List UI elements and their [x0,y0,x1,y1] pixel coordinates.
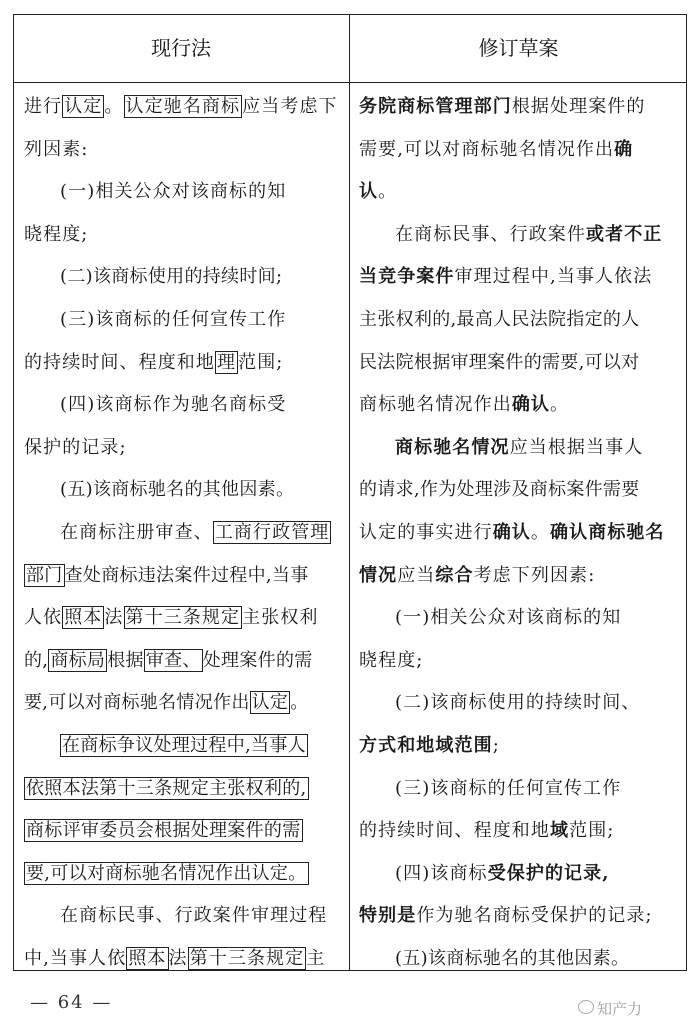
revised-draft-column [359,86,679,980]
text-line: (四)该商标作为驰名商标受 [60,394,287,416]
boxed-deletion: 工商行政管理 [214,521,330,543]
boxed-deletion: 审查、 [145,649,201,671]
text-line [24,853,344,896]
text-line: 部门 查处商标违法案件过程中,当事 [26,564,309,586]
text-line [24,725,344,768]
bold-addition: 方式和地域范围 [359,734,493,756]
header-revised-draft: 修订草案 [478,36,559,60]
text-line: (二)该商标使用的持续时间; [60,266,283,288]
text-line: 要,可以对商标驰名情况作出 认定 。 [24,692,309,714]
bold-addition: 特别是 [359,905,417,927]
text-line: (五)该商标驰名的其他因素。 [395,947,630,969]
text-line: 主张权利的,最高人民法院指定的人 [359,308,640,330]
text-line: (一)相关公众对该商标的知 [60,181,287,203]
weibo-logo-icon [578,1000,594,1014]
text-line: 当竞争案件审理过程中,当事人依法 [359,266,653,288]
watermark: 知产力 [597,1000,643,1018]
text-line: 人依 照本 法 第十三条规定 主张权利 [24,607,319,629]
text-line: 商标驰名情况作出确认。 [359,394,570,416]
header-divider [13,82,687,83]
column-divider [349,14,350,971]
bold-addition: 确认 [492,521,531,543]
text-line: 晓程度; [359,649,424,671]
text-line: (三)该商标的任何宣传工作 [395,777,622,799]
bold-addition: 情况 [359,564,398,586]
bold-addition: 确 [614,138,634,160]
text-line: (一)相关公众对该商标的知 [395,607,622,629]
text-line: 列因素: [24,138,89,160]
boxed-deletion: 照本 [128,947,167,969]
bold-addition: 受保护的记录, [487,862,610,884]
bold-addition: 确认 [511,394,551,416]
text-line: 在商标注册审查、 工商行政管理 [60,521,330,543]
bold-addition: 域 [550,820,570,842]
bold-addition: 认 [359,181,379,203]
header-current-law: 现行法 [151,36,211,60]
text-line: 商标驰名情况应当根据当事人 [395,436,644,458]
boxed-deletion: 第十三条规定 [189,947,305,969]
text-line: (三)该商标的任何宣传工作 [60,308,287,330]
text-line: 晓程度; [24,223,89,245]
boxed-deletion: 认定 [251,692,289,714]
text-line: 认。 [359,181,398,203]
bold-addition: 当竞争案件 [359,266,455,288]
boxed-deletion: 认定 [64,96,103,117]
text-line: 的请求,作为处理涉及商标案件需要 [359,479,640,501]
text-line [24,810,344,853]
text-line: 的, 商标局 根据 审查、 处理案件的需 [24,649,313,671]
text-line: (二)该商标使用的持续时间、 [395,692,641,714]
boxed-deletion: 商标局 [50,649,106,671]
boxed-deletion: 第十三条规定 [125,607,241,629]
text-line: 民法院根据审理案件的需要,可以对 [359,351,640,373]
text-line: (五)该商标驰名的其他因素。 [60,479,295,501]
text-line: 进行 认定 。 认定驰名商标 应当考虑下 [24,96,338,117]
current-law-column [24,86,344,980]
text-line: 的持续时间、程度和地 理 范围; [24,351,284,373]
text-line: 在商标民事、行政案件或者不正 [395,223,663,245]
text-line: 认定的事实进行确认。确认商标驰名 [359,521,665,543]
text-line [24,768,344,811]
boxed-deletion: 商标评审委员会根据处理案件的需 [26,820,301,842]
boxed-deletion: 依照本法第十三条规定主张权利的, [26,777,307,799]
bold-addition: 务院商标管理部门 [359,96,512,117]
boxed-deletion: 照本 [64,607,103,629]
boxed-deletion: 认定驰名商标 [125,96,241,117]
bold-addition: 或者不正 [586,223,663,245]
bold-addition: 确认商标驰名 [550,521,665,543]
text-line: 保护的记录; [24,436,127,458]
text-line: 方式和地域范围; [359,734,500,756]
bold-addition: 商标驰名情况 [395,436,510,458]
boxed-deletion: 要,可以对商标驰名情况作出认定。 [26,862,307,884]
boxed-deletion: 在商标争议处理过程中,当事人 [62,734,306,756]
page-number: — 64 — [30,992,113,1013]
boxed-deletion: 部门 [26,564,63,586]
text-line: 在商标民事、行政案件审理过程 [60,905,328,927]
text-line: (四)该商标受保护的记录, [395,862,610,884]
boxed-deletion: 理 [217,351,237,373]
text-line: 特别是作为驰名商标受保护的记录; [359,905,653,927]
text-line: 需要,可以对商标驰名情况作出确 [359,138,634,160]
text-line: 情况应当综合考虑下列因素: [359,564,596,586]
bold-addition: 综合 [435,564,474,586]
text-line: 的持续时间、程度和地域范围; [359,820,615,842]
text-line: 中,当事人依 照本 法 第十三条规定 主 [24,947,326,969]
text-line: 务院商标管理部门根据处理案件的 [359,96,646,117]
